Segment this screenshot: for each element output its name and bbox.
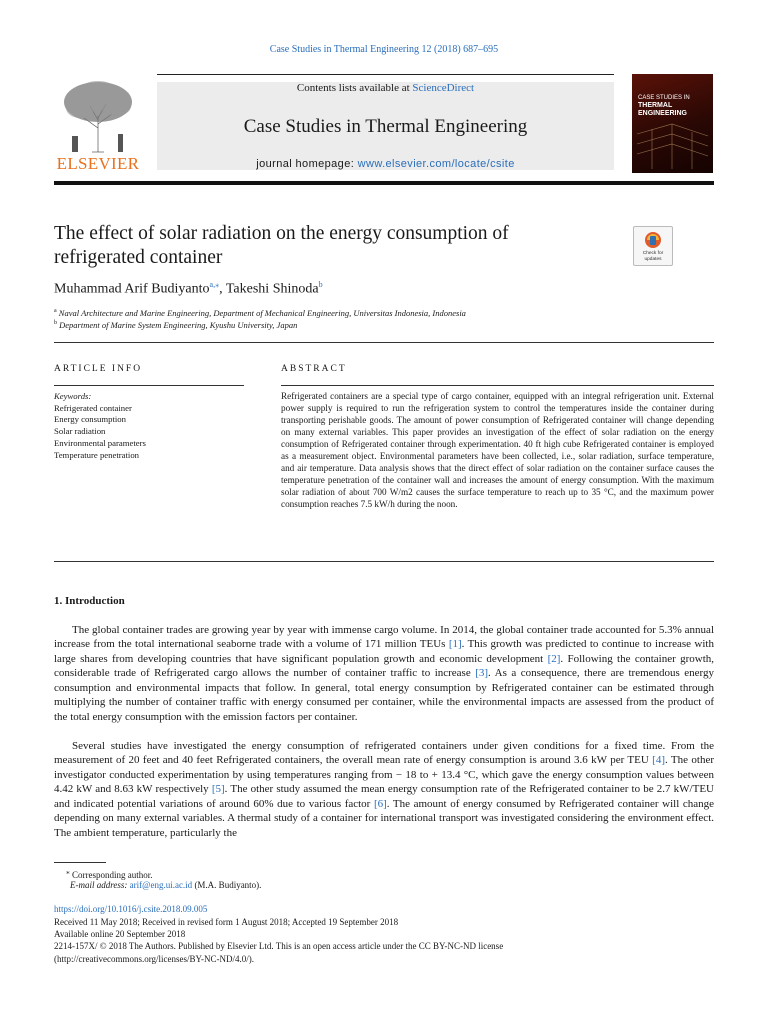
header-top-rule: [157, 74, 614, 75]
contents-line: [157, 82, 614, 94]
keywords-label: Keywords:: [54, 391, 92, 401]
section-divider: [54, 342, 714, 343]
paper-title-line: refrigerated container: [54, 247, 223, 268]
email-suffix: (M.A. Budiyanto).: [192, 880, 262, 890]
affiliation-a: [54, 308, 466, 318]
journal-homepage-link[interactable]: www.elsevier.com/locate/csite: [357, 158, 515, 170]
abstract-rule: [281, 385, 714, 386]
paragraph-text: The global container trades are growing year by year with immense cargo volume. In 2014, the global container trade accounted for 5.3% annual increase from the total international seaborne trade with a volume of 171 million TEUs: [54, 624, 714, 651]
check-for-updates-label: Check for updates: [642, 251, 664, 262]
keyword-item: Energy consumption: [54, 414, 126, 425]
section-divider: [54, 561, 714, 562]
paper-title-line: The effect of solar radiation on the energy consumption of: [54, 223, 509, 244]
online-date: Available online 20 September 2018: [54, 929, 186, 939]
keyword-item: Refrigerated container: [54, 402, 132, 413]
journal-citation[interactable]: Case Studies in Thermal Engineering 12 (2018) 687–695: [269, 44, 499, 55]
contents-prefix: Contents lists available at: [296, 82, 413, 94]
reference-link[interactable]: [2]: [547, 652, 561, 665]
email-link[interactable]: arif@eng.ui.ac.id: [129, 880, 193, 890]
elsevier-tree-icon: [54, 78, 142, 154]
author-name[interactable]: Takeshi Shinoda: [225, 281, 319, 297]
reference-link[interactable]: [6]: [373, 797, 387, 810]
introduction-heading: 1. Introduction: [54, 595, 125, 607]
email-note: [70, 880, 261, 890]
email-label: E-mail address:: [70, 880, 130, 890]
keyword-item: Environmental parameters: [54, 437, 146, 448]
author-name[interactable]: Muhammad Arif Budiyanto: [54, 281, 210, 297]
abstract-heading: ABSTRACT: [281, 364, 347, 374]
author-separator: ,: [219, 281, 226, 297]
author-affiliation-marker[interactable]: b: [318, 280, 323, 289]
article-info-rule: [54, 385, 244, 386]
homepage-prefix: journal homepage:: [256, 158, 358, 170]
introduction-paragraph: [54, 623, 714, 724]
corresponding-author-note: [66, 867, 153, 880]
article-info-heading: ARTICLE INFO: [54, 364, 143, 374]
license-text: 2214-157X/ © 2018 The Authors. Published by Elsevier Ltd. This is an open access article under the CC BY-NC-ND license: [54, 941, 504, 951]
paragraph-text: . The amount of energy consumed by Refrigerated container will change depending on many external variables. A thermal study of a container for international transport was investigated considering the environment effect. The ambient temperature, particularly the: [54, 797, 714, 839]
reference-link[interactable]: [5]: [211, 783, 225, 796]
footnote-text: Corresponding author.: [69, 870, 153, 880]
paragraph-text: . As a consequence, there are tremendous energy consumption and environmental impacts that follow. In general, total energy consumption by Refrigerated container can be estimated through multiplying the number of container traffic with energy consumed per container, while the environmental impacts are assessed from the product of the total energy consumption with the emission factors per container.: [54, 667, 715, 723]
journal-homepage-line: [157, 158, 614, 170]
elsevier-wordmark: ELSEVIER: [56, 154, 140, 173]
sciencedirect-link[interactable]: ScienceDirect: [412, 82, 475, 94]
paragraph-text: . The other investigator conducted experimentation by using temperatures ranging from − 18 to + 13.4 °C, which gave the energy consumption values between 4.42 kW and 8.63 kW respectively: [54, 754, 714, 796]
paragraph-text: . This growth was predicted to continue to increase with large shares from developing countries that have significant population growth and economic development: [54, 638, 714, 665]
cover-title-line: CASE STUDIES IN: [638, 95, 690, 101]
license-url[interactable]: (http://creativecommons.org/licenses/BY-NC-ND/4.0/).: [54, 954, 255, 964]
keywords-block: [54, 391, 254, 461]
elsevier-logo[interactable]: [54, 78, 142, 174]
keyword-item: Temperature penetration: [54, 449, 140, 460]
keyword-item: Solar radiation: [54, 426, 106, 437]
cover-title-line: ENGINEERING: [638, 110, 688, 117]
affiliation-text: Naval Architecture and Marine Engineering, Department of Mechanical Engineering, Universitas Indonesia, Indonesia: [58, 308, 466, 318]
affiliation-b: [54, 320, 297, 330]
reference-link[interactable]: [4]: [652, 754, 665, 767]
paper-title: [54, 222, 594, 270]
doi-link[interactable]: https://doi.org/10.1016/j.csite.2018.09.005: [54, 904, 208, 914]
author-list: [54, 280, 323, 298]
paragraph-text: Several studies have investigated the energy consumption of refrigerated containers under given conditions for a fixed time. From the measurement of 20 feet and 40 feet Refrigerated containers, the overall mean rate of energy consumption is around 3.6 kW per TEU: [54, 740, 714, 767]
received-dates: Received 11 May 2018; Received in revised form 1 August 2018; Accepted 19 September 2018: [54, 917, 399, 927]
affiliation-marker: b: [54, 320, 57, 327]
footnote-rule: [54, 862, 106, 863]
journal-title: Case Studies in Thermal Engineering: [243, 116, 528, 137]
cover-graphic: [632, 74, 713, 173]
reference-link[interactable]: [1]: [448, 638, 462, 651]
affiliation-text: Department of Marine System Engineering, Kyushu University, Japan: [59, 320, 298, 330]
paragraph-text: . Following the container growth, considerable trade of Refrigerated cargo allows the number of container traffic to increase: [54, 652, 714, 680]
paragraph-text: . The other study assumed the mean energy consumption rate of the Refrigerated container to be 2.7 kW/TEU and indicated potential variations of around 60% due to various factor: [54, 783, 714, 810]
introduction-paragraph: [54, 739, 714, 840]
header-thick-rule: [54, 181, 714, 185]
abstract-text: Refrigerated containers are a special type of cargo container, equipped with an integral refrigeration unit. External power supply is required to run the refrigeration system to control the temperatures inside the container during transporting perishable goods. The amount of power consumption of Refrigerated container will change depending on many external variables. This paper provides an investigation of the effect of solar radiation on the energy consumption of Refrigerated container through experimentation. 40 ft high cube Refrigerated container is employed as a measurement object. Environmental parameters have been collected, i.e., solar radiation, surface temperature, and air temperature. Data analysis shows that the direct effect of solar radiation on the container surface causes the temperature penetration of the container wall and increases the amount of energy consumption. With the maximum solar radiation of about 700 W/m2 causes the surface temperature to reach up to 35 °C, and the maximum power consumption reaches 7.5 kW/h during the noon.: [281, 391, 714, 510]
journal-cover-thumbnail[interactable]: [632, 74, 713, 173]
cover-title-line: THERMAL: [638, 102, 673, 109]
affiliation-marker: a: [54, 308, 57, 315]
reference-link[interactable]: [3]: [475, 667, 489, 680]
author-affiliation-marker[interactable]: a,⁎: [209, 280, 220, 289]
footnote-marker: ⁎: [66, 867, 70, 876]
check-for-updates-button[interactable]: [633, 226, 673, 266]
